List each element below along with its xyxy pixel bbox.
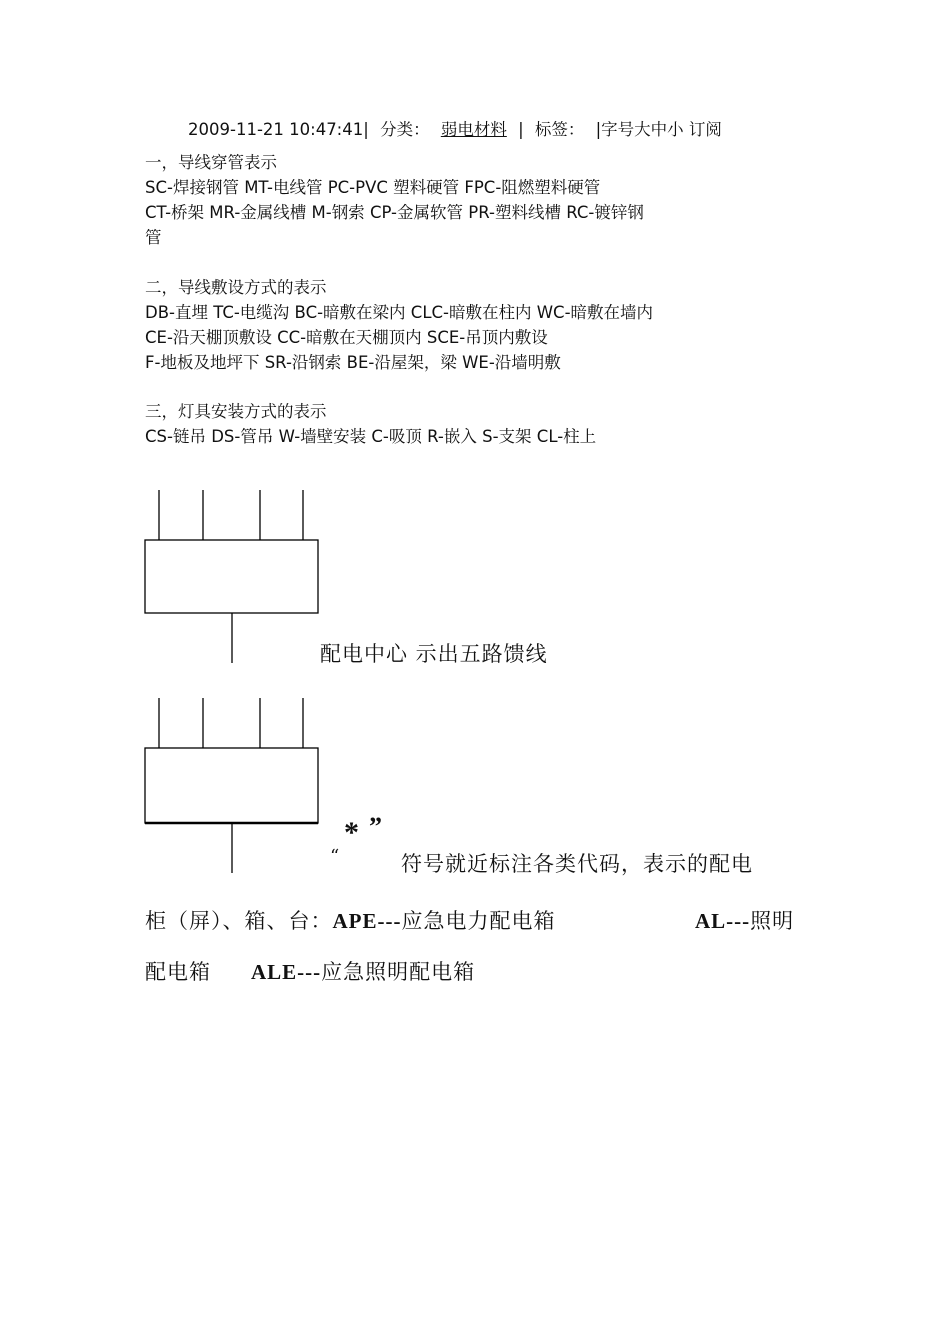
distribution-center-symbol-2 xyxy=(145,698,318,873)
diagram-caption: 配电中心 示出五路馈线 xyxy=(320,642,548,666)
font-size-subscribe[interactable]: |字号大中小 订阅 xyxy=(595,120,722,139)
distribution-center-symbol-1 xyxy=(145,490,318,663)
section-line: F-地板及地坪下 SR-沿钢索 BE-沿屋架，梁 WE-沿墙明敷 xyxy=(145,353,561,372)
category-label: 分类： xyxy=(380,120,430,139)
text-segment: 应急照明配电箱 xyxy=(321,960,476,984)
section-heading: 三，灯具安装方式的表示 xyxy=(145,402,327,421)
post-datetime: 2009-11-21 10:47:41| xyxy=(188,120,369,139)
meta-separator: | xyxy=(518,120,524,139)
code-al: AL--- xyxy=(695,909,751,933)
code-ape: APE--- xyxy=(332,909,402,933)
section-line: 管 xyxy=(145,228,162,247)
section-line: CT-桥架 MR-金属线槽 M-钢索 CP-金属软管 PR-塑料线槽 RC-镀锌钢 xyxy=(145,203,644,222)
code-ale: ALE--- xyxy=(251,960,322,984)
symbol-description-line1: 符号就近标注各类代码，表示的配电 xyxy=(401,852,753,876)
symbol-description-line2 xyxy=(145,905,555,935)
symbol-description-line3 xyxy=(145,956,475,986)
symbol-description-al xyxy=(695,905,794,935)
section-line: CE-沿天棚顶敷设 CC-暗敷在天棚顶内 SCE-吊顶内敷设 xyxy=(145,328,548,347)
section-line: DB-直埋 TC-电缆沟 BC-暗敷在梁内 CLC-暗敷在柱内 WC-暗敷在墙内 xyxy=(145,303,654,322)
open-quote: “ xyxy=(330,846,340,867)
tags-label: 标签： xyxy=(534,120,585,139)
text-segment: 柜（屏）、箱、台： xyxy=(145,909,333,933)
section-heading: 二，导线敷设方式的表示 xyxy=(145,278,327,297)
text-segment: 应急电力配电箱 xyxy=(401,909,556,933)
close-quote: ” xyxy=(369,812,382,841)
section-heading: 一，导线穿管表示 xyxy=(145,153,277,172)
text-segment: 照明 xyxy=(750,909,795,933)
category-link[interactable]: 弱电材料 xyxy=(440,120,507,139)
section-line: CS-链吊 DS-管吊 W-墙壁安装 C-吸顶 R-嵌入 S-支架 CL-柱上 xyxy=(145,427,597,446)
text-segment: 配电箱 xyxy=(145,960,211,984)
section-line: SC-焊接钢管 MT-电线管 PC-PVC 塑料硬管 FPC-阻燃塑料硬管 xyxy=(145,178,601,197)
star-symbol: * xyxy=(344,816,359,849)
